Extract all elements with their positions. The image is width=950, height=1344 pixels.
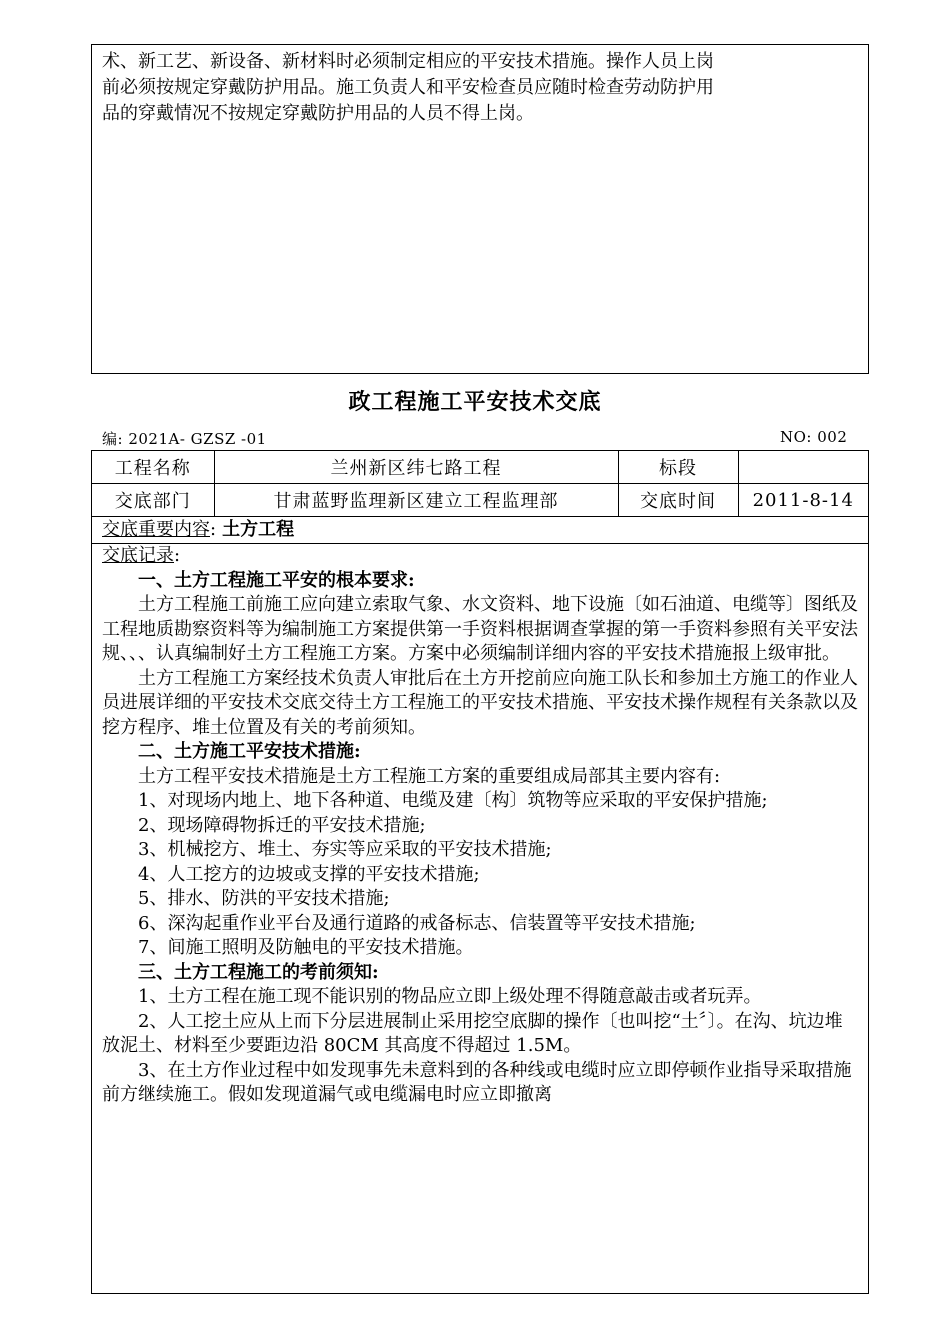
project-name-value: 兰州新区纬七路工程 bbox=[214, 451, 618, 484]
section-heading: 二、土方施工平安技术措施: bbox=[138, 741, 361, 762]
subject-label: 交底重要内容 bbox=[102, 519, 210, 540]
section-label: 标段 bbox=[618, 451, 738, 484]
department-value: 甘肃蓝野监理新区建立工程监理部 bbox=[214, 484, 618, 517]
subject-value: 土方工程 bbox=[222, 519, 295, 540]
list-item: 3、在土方作业过程中如发现事先未意料到的各种线或电缆时应立即停顿作业指导采取措施前方继续施工。假如发现道漏气或电缆漏电时应立即撤离 bbox=[102, 1059, 852, 1105]
department-label: 交底部门 bbox=[92, 484, 214, 517]
list-item: 7、间施工照明及防触电的平安技术措施。 bbox=[138, 937, 474, 958]
list-item: 4、人工挖方的边坡或支撑的平安技术措施; bbox=[138, 863, 480, 885]
section-heading: 一、土方工程施工平安的根本要求: bbox=[138, 569, 415, 591]
table-row bbox=[92, 451, 868, 484]
paragraph: 土方工程施工前施工应向建立索取气象、水文资料、地下设施〔如石油道、电缆等〕图纸及工程地质勘察资料等为编制施工方案提供第一手资料根据调查掌握的第一手资料参照有关平安法规、、、认真编制好土方工程施工方案。方案中必须编制详细内容的平安技术措施报上级审批。 bbox=[102, 594, 858, 664]
list-item: 5、排水、防洪的平安技术措施; bbox=[138, 888, 390, 909]
record-body bbox=[92, 544, 868, 1108]
document-title: 政工程施工平安技术交底 bbox=[348, 389, 602, 415]
paragraph: 土方工程施工方案经技术负责人审批后在土方开挖前应向施工队长和参加土方施工的作业人员进展详细的平安技术交底交待土方工程施工的平安技术措施、平安技术操作规程有关条款以及挖方程序、堆土位置及有关的考前须知。 bbox=[102, 667, 858, 738]
table-row bbox=[92, 484, 868, 517]
project-name-label: 工程名称 bbox=[92, 451, 214, 484]
list-item: 1、土方工程在施工现不能识别的物品应立即上级处理不得随意敲击或者玩弄。 bbox=[138, 986, 762, 1007]
section-heading: 三、土方工程施工的考前须知: bbox=[138, 961, 379, 983]
subject-colon: : bbox=[210, 519, 217, 540]
record-colon: : bbox=[174, 545, 181, 566]
document-code: 编: 2021A- GZSZ -01 bbox=[102, 430, 267, 448]
text-line: 前必须按规定穿戴防护用品。施工负责人和平安检查员应随时检查劳动防护用 bbox=[102, 77, 714, 98]
paragraph: 土方工程平安技术措施是土方工程施工方案的重要组成局部其主要内容有: bbox=[138, 765, 721, 787]
section-value bbox=[738, 451, 868, 484]
disclosure-time-label: 交底时间 bbox=[618, 484, 738, 517]
previous-page-section bbox=[91, 44, 869, 374]
record-label-row bbox=[102, 544, 858, 569]
list-item: 6、深沟起重作业平台及通行道路的戒备标志、信装置等平安技术措施; bbox=[138, 912, 696, 934]
text-line: 品的穿戴情况不按规定穿戴防护用品的人员不得上岗。 bbox=[102, 103, 534, 124]
list-item: 1、对现场内地上、地下各种道、电缆及建〔构〕筑物等应采取的平安保护措施; bbox=[138, 790, 768, 811]
info-table bbox=[92, 451, 868, 517]
list-item: 2、现场障碍物拆迁的平安技术措施; bbox=[138, 814, 426, 836]
list-item: 2、人工挖土应从上而下分层进展制止采用挖空底脚的操作〔也叫挖“土〞〕。在沟、坑边堆放泥土、材料至少要距边沿 80CM 其高度不得超过 1.5M。 bbox=[102, 1010, 843, 1056]
list-item: 3、机械挖方、堆土、夯实等应采取的平安技术措施; bbox=[138, 839, 552, 860]
record-label: 交底记录 bbox=[102, 545, 174, 566]
text-line: 术、新工艺、新设备、新材料时必须制定相应的平安技术措施。操作人员上岗 bbox=[102, 51, 714, 72]
previous-page-text bbox=[92, 45, 868, 127]
document-number: NO: 002 bbox=[780, 428, 848, 446]
disclosure-form bbox=[91, 450, 869, 1294]
disclosure-time-value: 2011-8-14 bbox=[738, 484, 868, 517]
subject-row bbox=[92, 517, 868, 544]
